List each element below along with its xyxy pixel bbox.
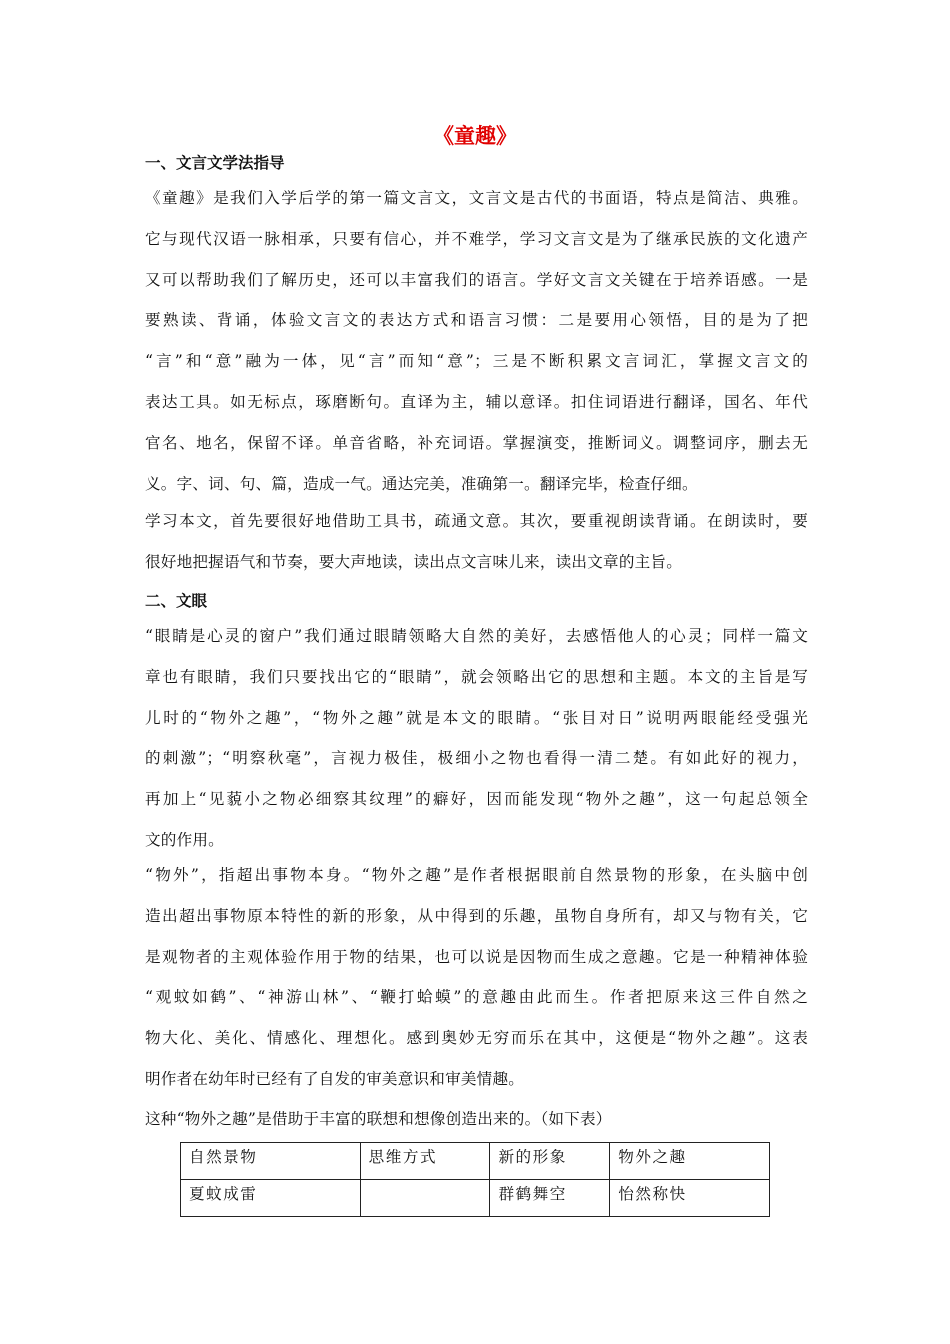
document-title: 《童趣》	[433, 124, 517, 148]
paragraph-outer-interest	[145, 855, 808, 1100]
table-cell: 群鹤舞空	[490, 1180, 610, 1217]
text-line: 是观物者的主观体验作用于物的结果，也可以说是因物而生成之意趣。它是一种精神体验	[145, 947, 808, 966]
text-line: 这种“物外之趣”是借助于丰富的联想和想像创造出来的。（如下表）	[145, 1110, 612, 1128]
table-cell	[360, 1180, 490, 1217]
text-line: 表达工具。如无标点，琢磨断句。直译为主，辅以意译。扣住词语进行翻译，国名、年代	[145, 392, 808, 411]
text-line: 义。字、词、句、篇，造成一气。通达完美，准确第一。翻译完毕，检查仔细。	[145, 474, 698, 493]
text-line: 要熟读、背诵，体验文言文的表达方式和语言习惯：二是要用心领悟，目的是为了把	[145, 311, 808, 330]
text-line: 官名、地名，保留不译。单音省略，补充词语。掌握演变，推断词义。调整词序，删去无	[145, 433, 808, 452]
text-line: 明作者在幼年时已经有了自发的审美意识和审美情趣。	[145, 1069, 525, 1088]
text-line: 《童趣》是我们入学后学的第一篇文言文，文言文是古代的书面语，特点是简洁、典雅。	[145, 189, 808, 207]
text-line: 造出超出事物原本特性的新的形象，从中得到的乐趣，虽物自身所有，却又与物有关，它	[145, 906, 808, 925]
text-line: 的刺激”；“明察秋毫”，言视力极佳，极细小之物也看得一清二楚。有如此好的视力，	[145, 749, 808, 768]
text-line: “物外”，指超出事物本身。“物外之趣”是作者根据眼前自然景物的形象，在头脑中创	[145, 866, 808, 884]
table-header-row	[181, 1143, 770, 1180]
text-line: 文的作用。	[145, 830, 224, 849]
table-cell: 夏蚊成雷	[181, 1180, 361, 1217]
section-heading-1: 一、文言文学法指导	[145, 154, 285, 172]
text-line: “眼睛是心灵的窗户”我们通过眼睛领略大自然的美好，去感悟他人的心灵；同样一篇文	[145, 627, 808, 645]
paragraph-reading-advice	[145, 501, 808, 583]
table-header-cell: 思维方式	[360, 1143, 490, 1180]
text-line: 章也有眼睛，我们只要找出它的“眼睛”，就会领略出它的思想和主题。本文的主旨是写	[145, 667, 808, 686]
text-line: 学习本文，首先要很好地借助工具书，疏通文意。其次，要重视朗读背诵。在朗读时，要	[145, 512, 808, 530]
table-cell: 怡然称快	[610, 1180, 770, 1217]
paragraph-study-guide	[145, 178, 808, 504]
text-line: 儿时的“物外之趣”，“物外之趣”就是本文的眼睛。“张目对日”说明两眼能经受强光	[145, 708, 808, 727]
table-header-cell: 新的形象	[490, 1143, 610, 1180]
text-line: 它与现代汉语一脉相承，只要有信心，并不难学，学习文言文是为了继承民族的文化遗产	[145, 229, 808, 248]
text-line: 很好地把握语气和节奏，要大声地读，读出点文言味儿来，读出文章的主旨。	[145, 552, 682, 571]
table-header-cell: 物外之趣	[610, 1143, 770, 1180]
text-line: “言”和“意”融为一体，见“言”而知“意”；三是不断积累文言词汇，掌握文言文的	[145, 352, 808, 371]
text-line: 又可以帮助我们了解历史，还可以丰富我们的语言。学好文言文关键在于培养语感。一是	[145, 270, 808, 289]
section-heading-2: 二、文眼	[145, 592, 208, 610]
text-line: 再加上“见藐小之物必细察其纹理”的癖好，因而能发现“物外之趣”，这一句起总领全	[145, 790, 808, 809]
table-row	[181, 1180, 770, 1217]
text-line: “观蚊如鹤”、“神游山林”、“鞭打蛤蟆”的意趣由此而生。作者把原来这三件自然之	[145, 988, 808, 1007]
interest-table	[180, 1142, 770, 1217]
paragraph-table-intro	[145, 1100, 808, 1138]
table-header-cell: 自然景物	[181, 1143, 361, 1180]
text-line: 物大化、美化、情感化、理想化。感到奥妙无穷而乐在其中，这便是“物外之趣”。这表	[145, 1029, 808, 1048]
paragraph-text-eye	[145, 616, 808, 861]
